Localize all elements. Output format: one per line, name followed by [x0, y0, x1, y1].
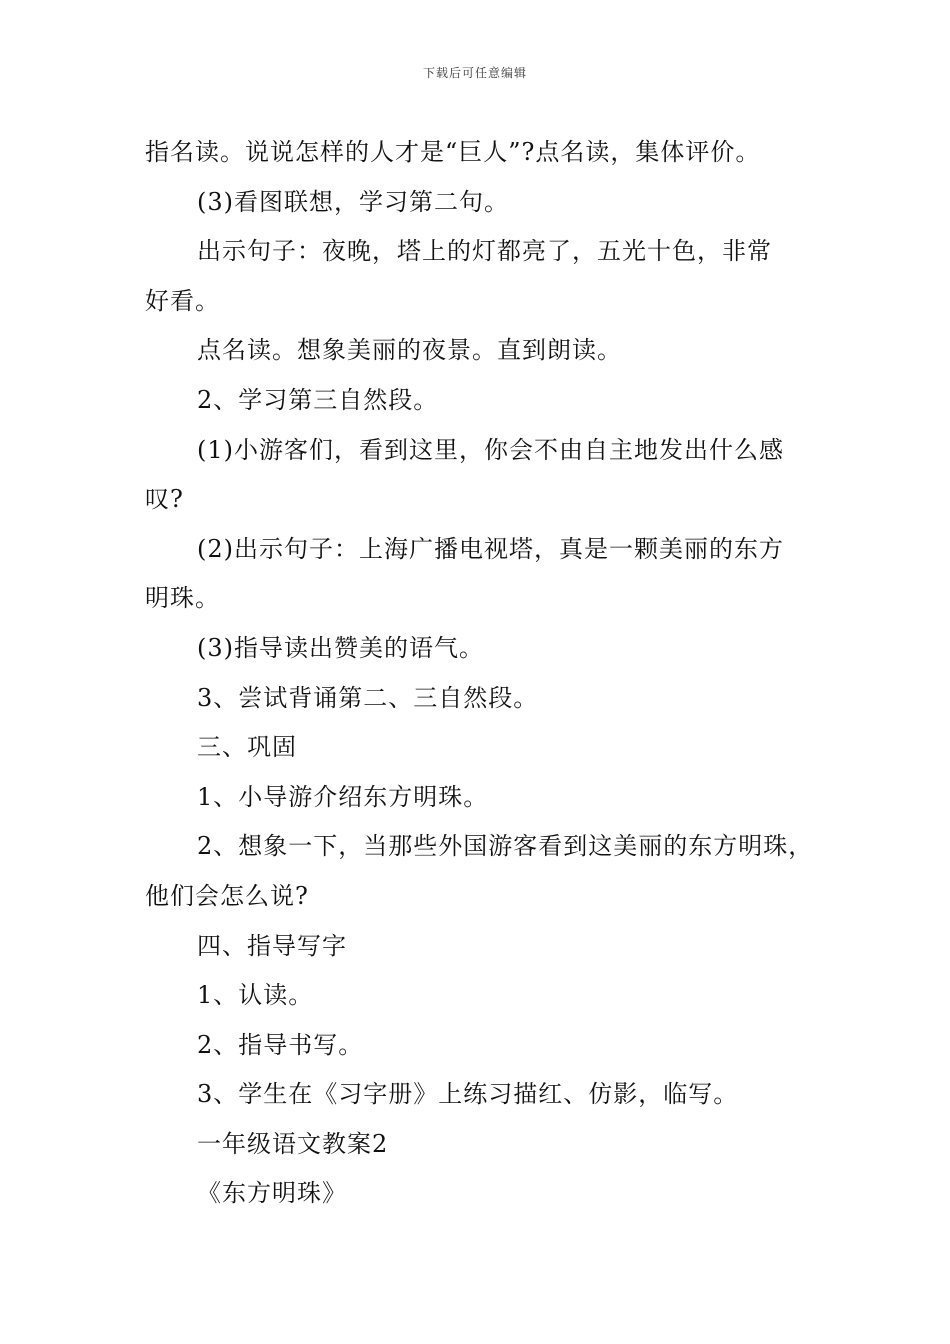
- text-line: 出示句子：夜晚，塔上的灯都亮了，五光十色，非常: [197, 237, 772, 266]
- text-line: 点名读。想象美丽的夜景。直到朗读。: [197, 336, 622, 365]
- text-line: 2、想象一下，当那些外国游客看到这美丽的东方明珠，: [197, 832, 814, 861]
- text-line: 1、认读。: [197, 981, 314, 1010]
- text-line: (2)出示句子：上海广播电视塔，真是一颗美丽的东方: [197, 534, 784, 563]
- text-line: (1)小游客们，看到这里，你会不由自主地发出什么感: [197, 435, 784, 464]
- section-heading: 三、巩固: [197, 733, 297, 762]
- text-line: 2、指导书写。: [197, 1030, 364, 1059]
- page-header: 下载后可任意编辑: [422, 66, 527, 80]
- text-line: 好看。: [145, 286, 220, 315]
- text-line: 他们会怎么说?: [145, 881, 309, 910]
- text-line: 叹?: [145, 485, 184, 514]
- text-line: (3)指导读出赞美的语气。: [197, 633, 484, 662]
- section-heading: 四、指导写字: [197, 931, 347, 960]
- text-line: 明珠。: [145, 584, 220, 613]
- text-line: 3、尝试背诵第二、三自然段。: [197, 683, 539, 712]
- lesson-subtitle: 《东方明珠》: [197, 1179, 347, 1208]
- text-line: (3)看图联想，学习第二句。: [197, 187, 509, 216]
- text-line: 指名读。说说怎样的人才是“巨人”?点名读，集体评价。: [145, 138, 761, 166]
- text-line: 1、小导游介绍东方明珠。: [197, 782, 489, 811]
- lesson-title: 一年级语文教案2: [197, 1129, 389, 1158]
- document-body: [145, 128, 814, 1219]
- text-line: 2、学习第三自然段。: [197, 385, 439, 414]
- text-line: 3、学生在《习字册》上练习描红、仿影，临写。: [197, 1080, 739, 1109]
